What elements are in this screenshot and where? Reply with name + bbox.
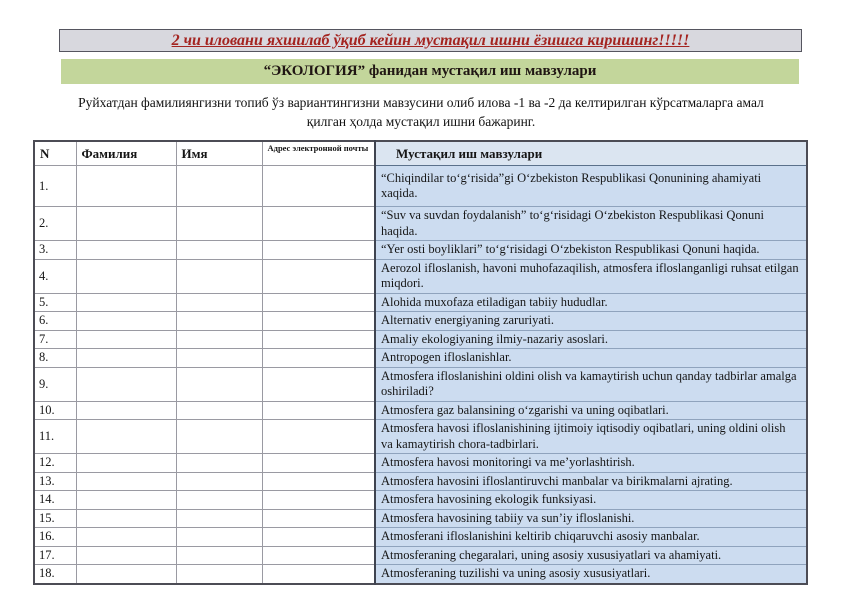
table-row (34, 454, 807, 473)
warning-banner-text: 2 чи иловани яхшилаб ўқиб кейин мустақил ишни ёзишга киришинг!!!!! (171, 31, 690, 49)
email-cell (262, 207, 375, 241)
email-cell (262, 454, 375, 473)
email-cell (262, 367, 375, 401)
name-cell (176, 330, 262, 349)
table-row (34, 401, 807, 420)
topic-cell: Atmosfera havosi ifloslanishining ijtimoiy iqtisodiy oqibatlari, uning oldini olish va kamaytirish chora-tadbirlari. (375, 420, 807, 454)
email-cell (262, 491, 375, 510)
name-cell (176, 259, 262, 293)
table-row (34, 312, 807, 331)
topic-cell: Atmosferani ifloslanishini keltirib chiqaruvchi asosiy manbalar. (375, 528, 807, 547)
topic-cell: Atmosferaning chegaralari, uning asosiy xususiyatlari va ahamiyati. (375, 546, 807, 565)
table-row (34, 166, 807, 207)
topic-cell: Antropogen ifloslanishlar. (375, 349, 807, 368)
table-row (34, 259, 807, 293)
row-number-cell: 2. (34, 207, 76, 241)
name-cell (176, 454, 262, 473)
surname-cell (76, 330, 176, 349)
topic-cell: Alternativ energiyaning zaruriyati. (375, 312, 807, 331)
topics-table (33, 140, 808, 585)
row-number-cell: 9. (34, 367, 76, 401)
surname-cell (76, 293, 176, 312)
surname-cell (76, 491, 176, 510)
surname-cell (76, 259, 176, 293)
table-row (34, 241, 807, 260)
email-cell (262, 401, 375, 420)
name-cell (176, 509, 262, 528)
name-cell (176, 293, 262, 312)
table-row (34, 293, 807, 312)
table-row (34, 367, 807, 401)
email-cell (262, 420, 375, 454)
surname-cell (76, 528, 176, 547)
name-cell (176, 491, 262, 510)
email-cell (262, 241, 375, 260)
table-row (34, 330, 807, 349)
table-row (34, 472, 807, 491)
name-cell (176, 546, 262, 565)
name-cell (176, 420, 262, 454)
surname-cell (76, 472, 176, 491)
topic-cell: Atmosfera ifloslanishini oldini olish va kamaytirish uchun qanday tadbirlar amalga oshiriladi? (375, 367, 807, 401)
row-number-cell: 3. (34, 241, 76, 260)
row-number-cell: 18. (34, 565, 76, 584)
topic-cell: Alohida muxofaza etiladigan tabiiy hududlar. (375, 293, 807, 312)
surname-cell (76, 207, 176, 241)
surname-cell (76, 420, 176, 454)
name-cell (176, 401, 262, 420)
surname-cell (76, 509, 176, 528)
email-cell (262, 293, 375, 312)
surname-cell (76, 546, 176, 565)
row-number-cell: 4. (34, 259, 76, 293)
warning-banner (59, 29, 802, 52)
email-cell (262, 472, 375, 491)
surname-cell (76, 454, 176, 473)
topic-cell: Aerozol ifloslanish, havoni muhofazaqilish, atmosfera ifloslanganligi ruhsat etilgan miqdori. (375, 259, 807, 293)
name-cell (176, 207, 262, 241)
topic-cell: Atmosfera havosining tabiiy va sun’iy ifloslanishi. (375, 509, 807, 528)
surname-cell (76, 241, 176, 260)
topic-cell: Atmosferaning tuzilishi va uning asosiy xususiyatlari. (375, 565, 807, 584)
email-cell (262, 528, 375, 547)
row-number-cell: 15. (34, 509, 76, 528)
row-number-cell: 1. (34, 166, 76, 207)
row-number-cell: 7. (34, 330, 76, 349)
surname-cell (76, 349, 176, 368)
table-row (34, 546, 807, 565)
column-header-email: Адрес электронной почты (262, 141, 375, 166)
topic-cell: Atmosfera havosini ifloslantiruvchi manbalar va birikmalarni ajrating. (375, 472, 807, 491)
topic-cell: Atmosfera gaz balansining o‘zgarishi va uning oqibatlari. (375, 401, 807, 420)
column-header-topic: Мустақил иш мавзулари (375, 141, 807, 166)
email-cell (262, 259, 375, 293)
topic-cell: “Chiqindilar to‘g‘risida”gi O‘zbekiston Respublikasi Qonunining ahamiyati xaqida. (375, 166, 807, 207)
email-cell (262, 312, 375, 331)
row-number-cell: 6. (34, 312, 76, 331)
table-row (34, 349, 807, 368)
table-row (34, 528, 807, 547)
row-number-cell: 5. (34, 293, 76, 312)
subject-banner-text: “ЭКОЛОГИЯ” фанидан мустақил иш мавзулари (263, 63, 597, 79)
name-cell (176, 241, 262, 260)
name-cell (176, 472, 262, 491)
name-cell (176, 367, 262, 401)
email-cell (262, 349, 375, 368)
row-number-cell: 8. (34, 349, 76, 368)
row-number-cell: 17. (34, 546, 76, 565)
surname-cell (76, 565, 176, 584)
name-cell (176, 528, 262, 547)
surname-cell (76, 401, 176, 420)
row-number-cell: 11. (34, 420, 76, 454)
row-number-cell: 16. (34, 528, 76, 547)
email-cell (262, 166, 375, 207)
subject-banner (61, 59, 799, 84)
surname-cell (76, 166, 176, 207)
row-number-cell: 12. (34, 454, 76, 473)
topics-table-container (33, 140, 806, 585)
table-header-row (34, 141, 807, 166)
topics-table-body (34, 166, 807, 584)
topic-cell: Amaliy ekologiyaning ilmiy-nazariy asoslari. (375, 330, 807, 349)
row-number-cell: 14. (34, 491, 76, 510)
column-header-name: Имя (176, 141, 262, 166)
row-number-cell: 10. (34, 401, 76, 420)
topic-cell: “Suv va suvdan foydalanish” to‘g‘risidagi O‘zbekiston Respublikasi Qonuni haqida. (375, 207, 807, 241)
name-cell (176, 312, 262, 331)
name-cell (176, 349, 262, 368)
table-row (34, 207, 807, 241)
email-cell (262, 565, 375, 584)
email-cell (262, 330, 375, 349)
table-row (34, 491, 807, 510)
instructions-paragraph: Руйхатдан фамилиянгизни топиб ўз вариантингизни мавзусини олиб илова -1 ва -2 да келтирилган кўрсатмаларга амал қилган ҳолда мустақил ишни бажаринг. (78, 95, 764, 129)
email-cell (262, 546, 375, 565)
surname-cell (76, 367, 176, 401)
table-row (34, 420, 807, 454)
email-cell (262, 509, 375, 528)
topic-cell: “Yer osti boyliklari” to‘g‘risidagi O‘zbekiston Respublikasi Qonuni haqida. (375, 241, 807, 260)
topic-cell: Atmosfera havosi monitoringi va me’yorlashtirish. (375, 454, 807, 473)
table-row (34, 509, 807, 528)
table-row (34, 565, 807, 584)
topic-cell: Atmosfera havosining ekologik funksiyasi. (375, 491, 807, 510)
surname-cell (76, 312, 176, 331)
name-cell (176, 565, 262, 584)
row-number-cell: 13. (34, 472, 76, 491)
column-header-surname: Фамилия (76, 141, 176, 166)
column-header-n: N (34, 141, 76, 166)
name-cell (176, 166, 262, 207)
